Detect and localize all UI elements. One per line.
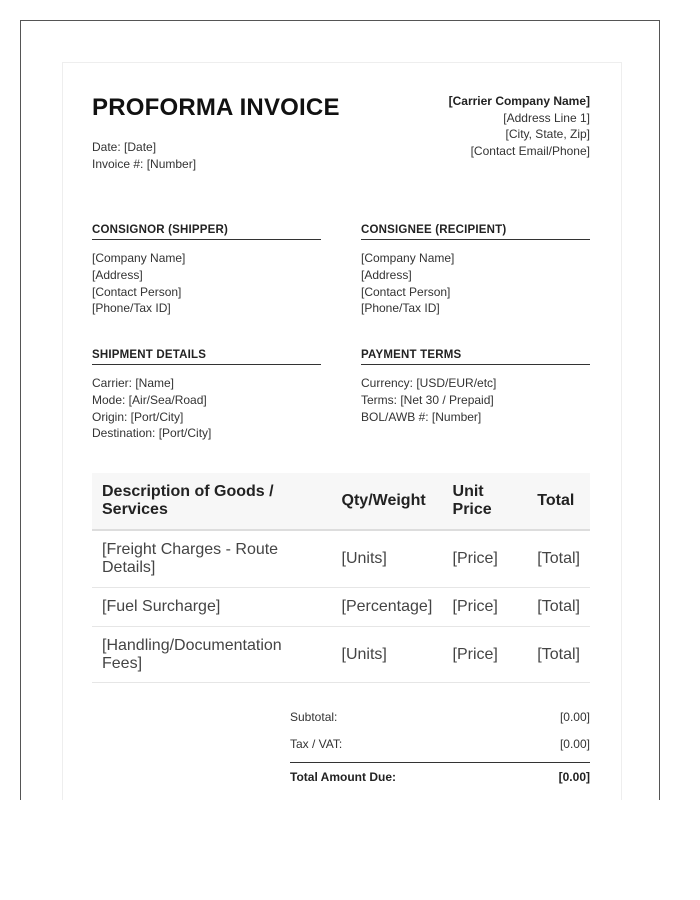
table-header-row xyxy=(92,473,590,530)
shipment-line: Mode: [Air/Sea/Road] xyxy=(92,392,207,407)
subtotal-row xyxy=(290,708,590,735)
invoice-title: PROFORMA INVOICE xyxy=(92,94,340,121)
shipment-line: Carrier: [Name] xyxy=(92,376,175,390)
table-row xyxy=(92,627,590,683)
cell-description: [Fuel Surcharge] xyxy=(92,588,332,627)
consignee-section xyxy=(361,224,590,317)
header-unit-price: Unit Price xyxy=(443,473,528,530)
subtotal-value: [0.00] xyxy=(559,710,590,724)
shipment-heading: SHIPMENT DETAILS xyxy=(92,349,321,365)
cell-unit-price: [Price] xyxy=(443,588,528,627)
consignee-line: [Address] xyxy=(361,267,412,282)
cell-qty: [Units] xyxy=(332,530,443,588)
consignor-line: [Address] xyxy=(92,267,143,282)
cell-qty: [Units] xyxy=(332,627,443,683)
tax-row xyxy=(290,735,590,762)
totals-block xyxy=(290,708,590,788)
shipment-line: Destination: [Port/City] xyxy=(92,426,212,441)
carrier-contact: [Contact Email/Phone] xyxy=(470,143,590,158)
cell-total: [Total] xyxy=(527,530,590,588)
carrier-company-block xyxy=(449,93,590,159)
consignor-heading: CONSIGNOR (SHIPPER) xyxy=(92,224,321,240)
cell-total: [Total] xyxy=(527,588,590,627)
consignee-line: [Contact Person] xyxy=(361,284,451,299)
payment-line: Terms: [Net 30 / Prepaid] xyxy=(361,392,494,407)
carrier-address: [Address Line 1] xyxy=(503,110,590,125)
carrier-city: [City, State, Zip] xyxy=(505,127,590,141)
tax-label: Tax / VAT: xyxy=(290,737,343,751)
cell-description: [Freight Charges - Route Details] xyxy=(92,530,332,588)
header-total: Total xyxy=(527,473,590,530)
shipment-line: Origin: [Port/City] xyxy=(92,409,184,424)
shipment-section xyxy=(92,349,321,442)
line-items-table xyxy=(92,473,590,683)
consignee-line: [Company Name] xyxy=(361,251,455,265)
invoice-number: Invoice #: [Number] xyxy=(92,156,197,171)
header-description: Description of Goods / Services xyxy=(92,473,332,530)
header-qty: Qty/Weight xyxy=(332,473,443,530)
cell-unit-price: [Price] xyxy=(443,627,528,683)
total-due-label: Total Amount Due: xyxy=(290,770,396,784)
consignor-line: [Phone/Tax ID] xyxy=(92,301,171,316)
total-due-value: [0.00] xyxy=(558,770,590,784)
payment-heading: PAYMENT TERMS xyxy=(361,349,590,365)
consignor-line: [Contact Person] xyxy=(92,284,182,299)
consignor-line: [Company Name] xyxy=(92,251,186,265)
cell-description: [Handling/Documentation Fees] xyxy=(92,627,332,683)
total-due-row xyxy=(290,762,590,788)
consignee-line: [Phone/Tax ID] xyxy=(361,301,440,316)
consignee-heading: CONSIGNEE (RECIPIENT) xyxy=(361,224,590,240)
consignor-section xyxy=(92,224,321,317)
tax-value: [0.00] xyxy=(559,737,590,751)
subtotal-label: Subtotal: xyxy=(290,710,338,724)
invoice-meta xyxy=(92,139,196,172)
payment-line: BOL/AWB #: [Number] xyxy=(361,409,482,424)
table-row xyxy=(92,588,590,627)
carrier-company-name: [Carrier Company Name] xyxy=(448,94,590,108)
table-row xyxy=(92,530,590,588)
payment-section xyxy=(361,349,590,425)
cell-total: [Total] xyxy=(527,627,590,683)
cell-unit-price: [Price] xyxy=(443,530,528,588)
cell-qty: [Percentage] xyxy=(332,588,443,627)
payment-line: Currency: [USD/EUR/etc] xyxy=(361,376,497,390)
invoice-date: Date: [Date] xyxy=(92,140,157,154)
